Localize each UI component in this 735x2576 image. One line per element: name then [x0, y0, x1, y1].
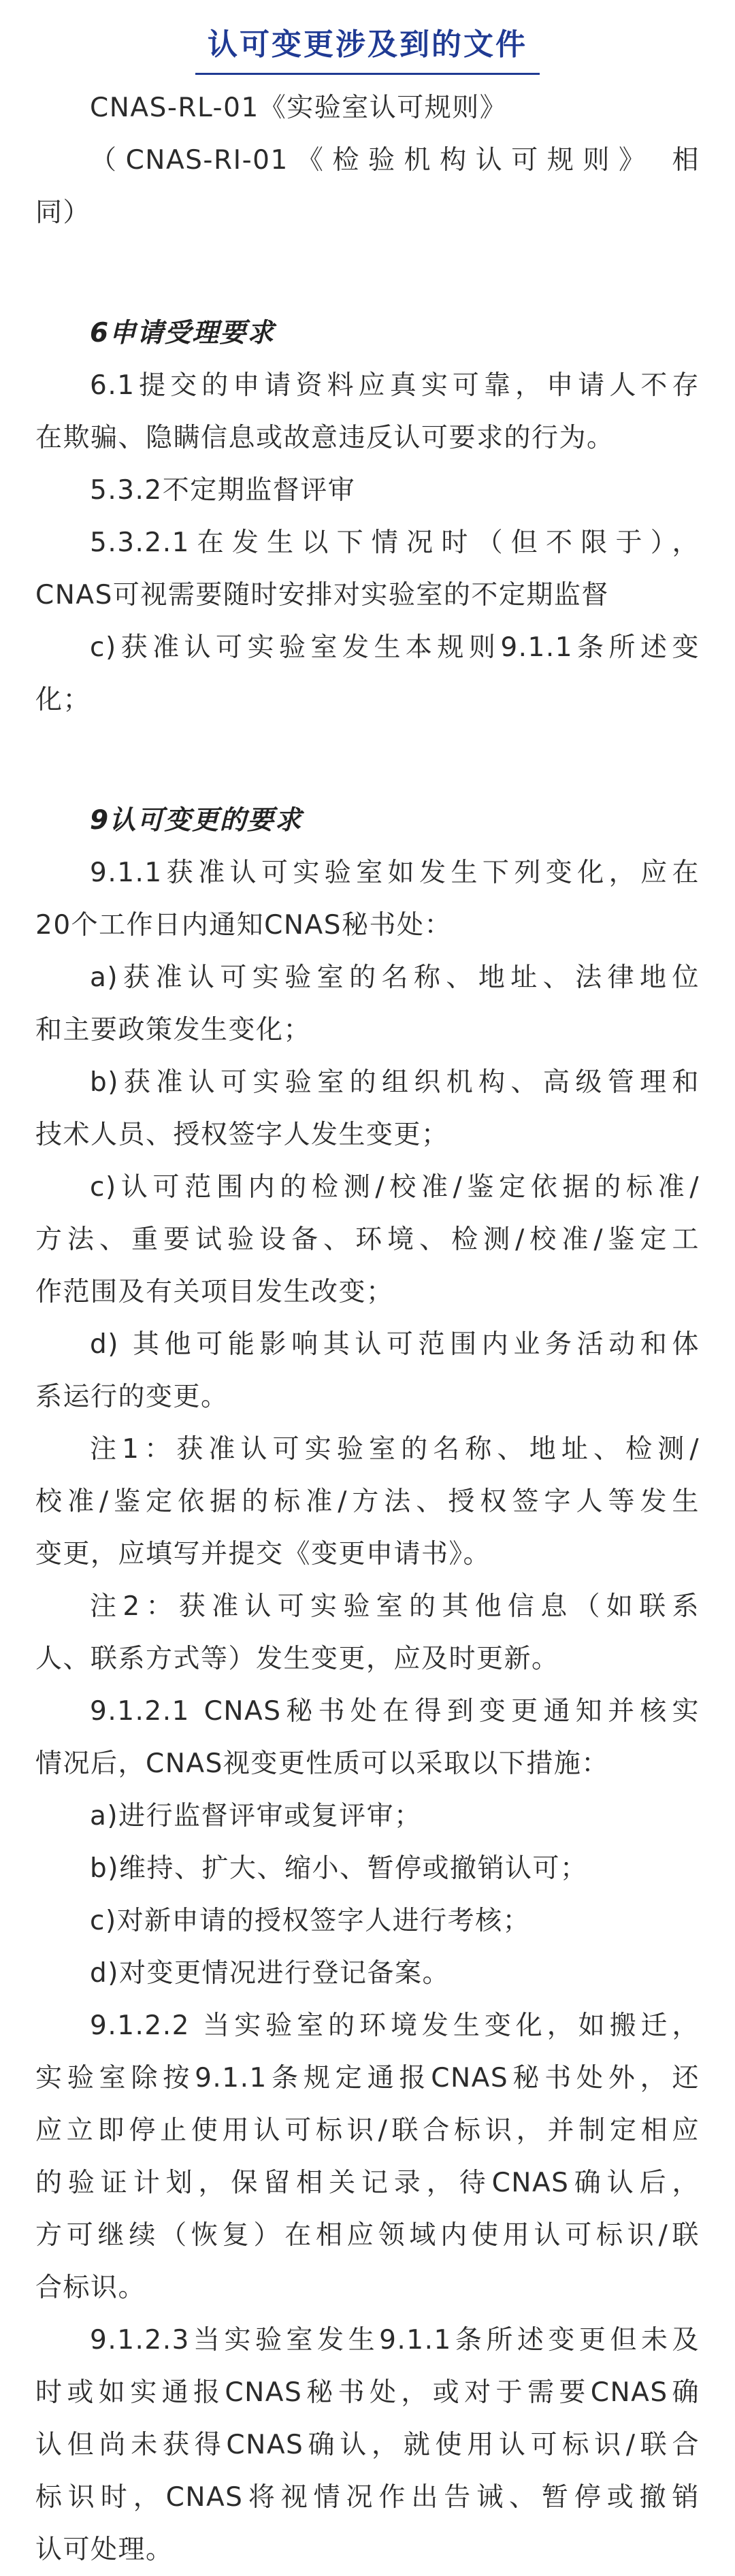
paragraph-line: 实验室除按9.1.1条规定通报CNAS秘书处外，还 [35, 2063, 700, 2093]
paragraph-line: 认但尚未获得CNAS确认，就使用认可标识/联合 [35, 2430, 700, 2460]
list-item-line: 技术人员、授权签字人发生变更； [35, 1120, 449, 1150]
paragraph-line: 合标识。 [35, 2272, 146, 2303]
section-heading-9: 9认可变更的要求 [90, 805, 303, 836]
paragraph-line: 的验证计划，保留相关记录，待CNAS确认后， [35, 2168, 700, 2198]
section-heading-6: 6申请受理要求 [90, 318, 275, 348]
paragraph-line: c)获准认可实验室发生本规则9.1.1条所述变 [90, 632, 700, 663]
list-item-line: b)获准认可实验室的组织机构、高级管理和 [90, 1067, 700, 1098]
list-item-line: d) 其他可能影响其认可范围内业务活动和体 [90, 1329, 700, 1360]
list-item-line: 作范围及有关项目发生改变； [35, 1277, 394, 1307]
list-item-line: 系运行的变更。 [35, 1382, 229, 1412]
paragraph-line: 化； [35, 685, 91, 715]
list-item-line: 方法、重要试验设备、环境、检测/校准/鉴定工 [35, 1224, 700, 1255]
paragraph-line: 9.1.1获准认可实验室如发生下列变化，应在 [90, 858, 700, 888]
measure-item: a)进行监督评审或复评审； [90, 1801, 422, 1831]
note-line: 人、联系方式等）发生变更，应及时更新。 [35, 1644, 559, 1674]
page-title: 认可变更涉及到的文件 [195, 26, 540, 75]
paragraph-line: 标识时，CNAS将视情况作出告诫、暂停或撤销 [35, 2482, 700, 2513]
paragraph-line: CNAS可视需要随时安排对实验室的不定期监督 [35, 580, 609, 610]
paragraph-line: 5.3.2不定期监督评审 [90, 475, 356, 506]
paragraph-line: 5.3.2.1在发生以下情况时（但不限于）， [90, 527, 700, 558]
paragraph-line: 9.1.2.2 当实验室的环境发生变化，如搬迁， [90, 2010, 700, 2041]
list-item-line: 和主要政策发生变化； [35, 1015, 312, 1045]
note-line: 注2：获准认可实验室的其他信息（如联系 [90, 1591, 700, 1622]
paragraph-line: 认可处理。 [35, 2534, 174, 2565]
paragraph-line: 9.1.2.3当实验室发生9.1.1条所述变更但未及 [90, 2325, 700, 2355]
list-item-line: a)获准认可实验室的名称、地址、法律地位 [90, 962, 700, 993]
paragraph-line: 在欺骗、隐瞒信息或故意违反认可要求的行为。 [35, 423, 615, 453]
paragraph-line: 方可继续（恢复）在相应领域内使用认可标识/联 [35, 2220, 700, 2251]
measure-item: d)对变更情况进行登记备案。 [90, 1958, 450, 1989]
paragraph-line: 6.1提交的申请资料应真实可靠，申请人不存 [90, 370, 700, 401]
intro-line: （CNAS-RI-01《检验机构认可规则》 相 [90, 145, 700, 176]
measure-item: b)维持、扩大、缩小、暂停或撤销认可； [90, 1853, 588, 1884]
paragraph-line: 9.1.2.1 CNAS秘书处在得到变更通知并核实 [90, 1696, 700, 1727]
list-item-line: c)认可范围内的检测/校准/鉴定依据的标准/ [90, 1172, 700, 1203]
measure-item: c)对新申请的授权签字人进行考核； [90, 1906, 531, 1936]
intro-line: 同） [35, 197, 91, 228]
paragraph-line: 时或如实通报CNAS秘书处，或对于需要CNAS确 [35, 2377, 700, 2408]
paragraph-line: 情况后，CNAS视变更性质可以采取以下措施： [35, 1748, 609, 1779]
note-line: 校准/鉴定依据的标准/方法、授权签字人等发生 [35, 1486, 700, 1517]
note-line: 注1：获准认可实验室的名称、地址、检测/ [90, 1434, 700, 1465]
paragraph-line: 20个工作日内通知CNAS秘书处： [35, 910, 452, 941]
title-block [35, 0, 700, 68]
note-line: 变更，应填写并提交《变更申请书》。 [35, 1539, 491, 1569]
intro-line: CNAS-RL-01《实验室认可规则》 [90, 93, 508, 123]
paragraph-line: 应立即停止使用认可标识/联合标识，并制定相应 [35, 2115, 700, 2146]
